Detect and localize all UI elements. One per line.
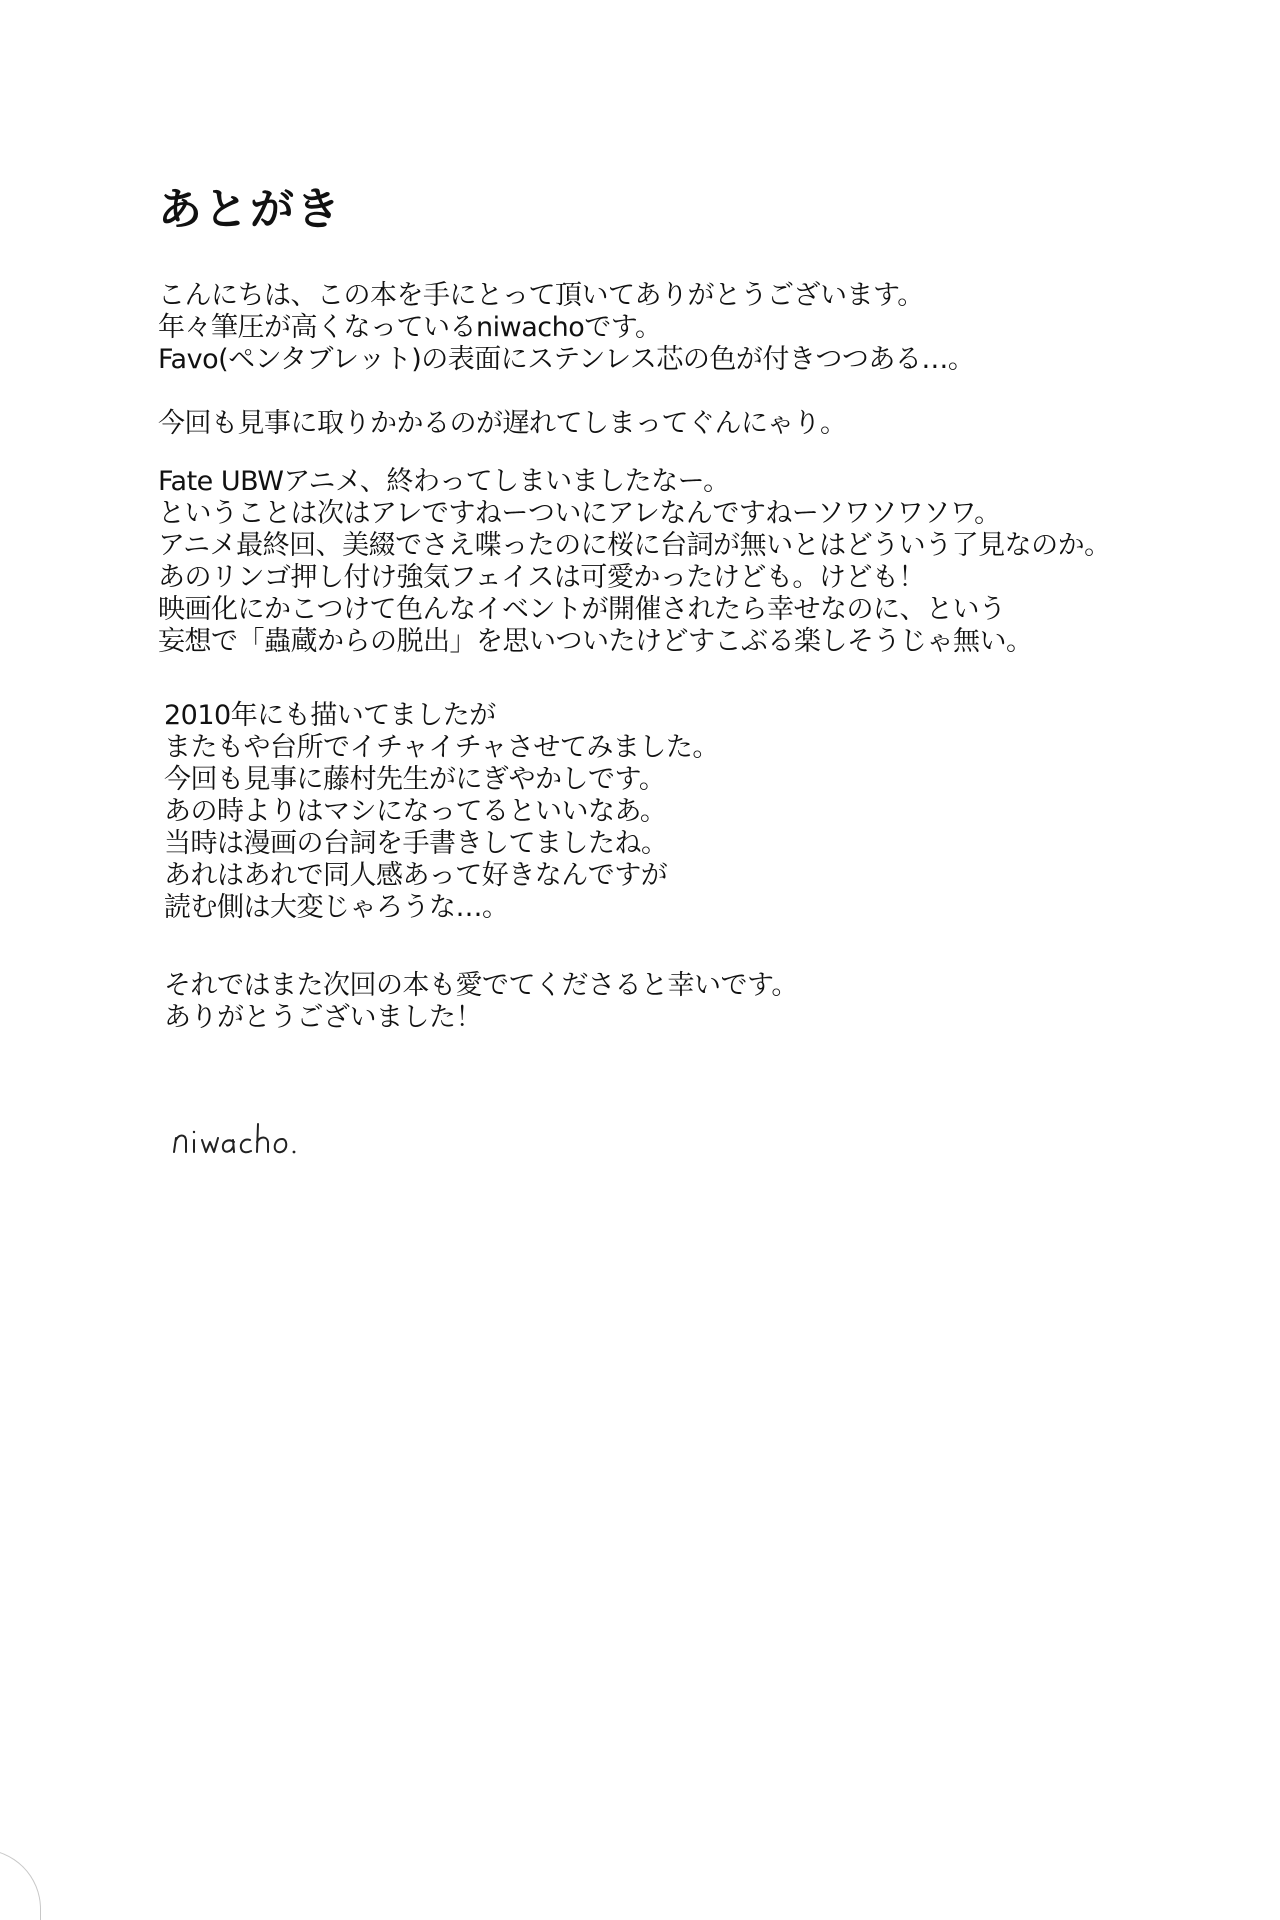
paragraph-anime [158, 466, 1111, 658]
handwritten-signature [170, 1110, 370, 1180]
page-corner-edge [0, 1849, 41, 1920]
text-line: 妄想で「蟲蔵からの脱出」を思いついたけどすこぶる楽しそうじゃ無い。 [158, 626, 1033, 657]
paragraph-greeting [158, 280, 974, 376]
paragraph-kitchen [164, 700, 719, 924]
text-line: アニメ最終回、美綴でさえ喋ったのに桜に台詞が無いとはどういう了見なのか。 [158, 530, 1111, 561]
text-line: Fate UBWアニメ、終わってしまいましたなー。 [158, 466, 730, 497]
text-line: あの時よりはマシになってるといいなあ。 [164, 796, 667, 827]
text-line: 今回も見事に取りかかるのが遅れてしまってぐんにゃり。 [158, 408, 847, 439]
text-line: 当時は漫画の台詞を手書きしてましたね。 [164, 828, 668, 859]
paragraph-closing [164, 970, 798, 1034]
text-line: ありがとうございました！ [164, 1002, 482, 1033]
afterword-title: あとがき [158, 184, 342, 235]
text-line: あれはあれで同人感あって好きなんですが [164, 860, 668, 891]
paragraph-late-start [158, 408, 846, 440]
text-line: 読む側は大変じゃろうな…。 [164, 892, 509, 923]
text-line: あのリンゴ押し付け強気フェイスは可愛かったけども。けども！ [158, 562, 925, 593]
text-line: 2010年にも描いてましたが [164, 700, 496, 731]
text-line: Favo(ペンタブレット)の表面にステンレス芯の色が付きつつある…。 [158, 344, 975, 375]
text-line: こんにちは、この本を手にとって頂いてありがとうございます。 [158, 280, 924, 311]
text-line: 今回も見事に藤村先生がにぎやかしです。 [164, 764, 666, 795]
text-line: またもや台所でイチャイチャさせてみました。 [164, 732, 719, 763]
text-line: それではまた次回の本も愛でてくださると幸いです。 [164, 970, 798, 1001]
text-line: 年々筆圧が高くなっているniwachoです。 [158, 312, 662, 343]
text-line: ということは次はアレですねーついにアレなんですねーソワソワソワ。 [158, 498, 1001, 529]
text-line: 映画化にかこつけて色んなイベントが開催されたら幸せなのに、という [158, 594, 1006, 625]
